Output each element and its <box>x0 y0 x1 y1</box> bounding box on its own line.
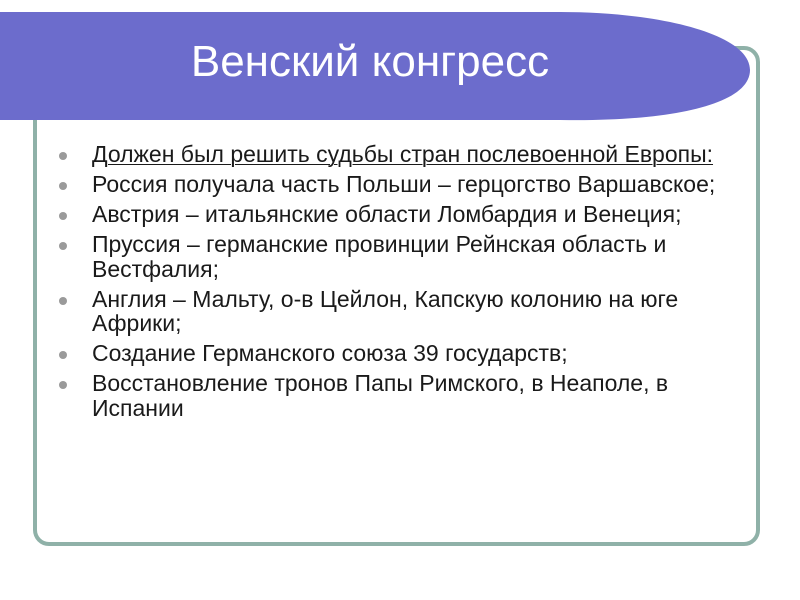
bullet-dot-icon <box>59 182 67 190</box>
bullet-text: Создание Германского союза 39 государств; <box>92 340 568 366</box>
bullet-list <box>58 142 748 426</box>
bullet-dot-icon <box>59 297 67 305</box>
bullet-dot-icon <box>59 152 67 160</box>
bullet-item <box>58 287 748 336</box>
bullet-item <box>58 232 748 281</box>
bullet-dot-icon <box>59 242 67 250</box>
bullet-text: Пруссия – германские провинции Рейнская область и Вестфалия; <box>92 231 667 282</box>
bullet-dot-icon <box>59 351 67 359</box>
bullet-item <box>58 341 748 366</box>
bullet-text: Восстановление тронов Папы Римского, в Неаполе, в Испании <box>92 370 669 421</box>
bullet-dot-icon <box>59 212 67 220</box>
bullet-item <box>58 172 748 197</box>
bullet-text: Англия – Мальту, о-в Цейлон, Капскую колонию на юге Африки; <box>92 285 679 336</box>
bullet-text: Должен был решить судьбы стран послевоенной Европы: <box>92 141 714 167</box>
bullet-dot-icon <box>59 381 67 389</box>
slide-title: Венский конгресс <box>190 37 550 86</box>
bullet-item <box>58 202 748 227</box>
bullet-text: Австрия – итальянские области Ломбардия и Венеция; <box>92 201 682 227</box>
bullet-item <box>58 142 748 167</box>
bullet-item <box>58 371 748 420</box>
bullet-text: Россия получала часть Польши – герцогство Варшавское; <box>92 171 716 197</box>
